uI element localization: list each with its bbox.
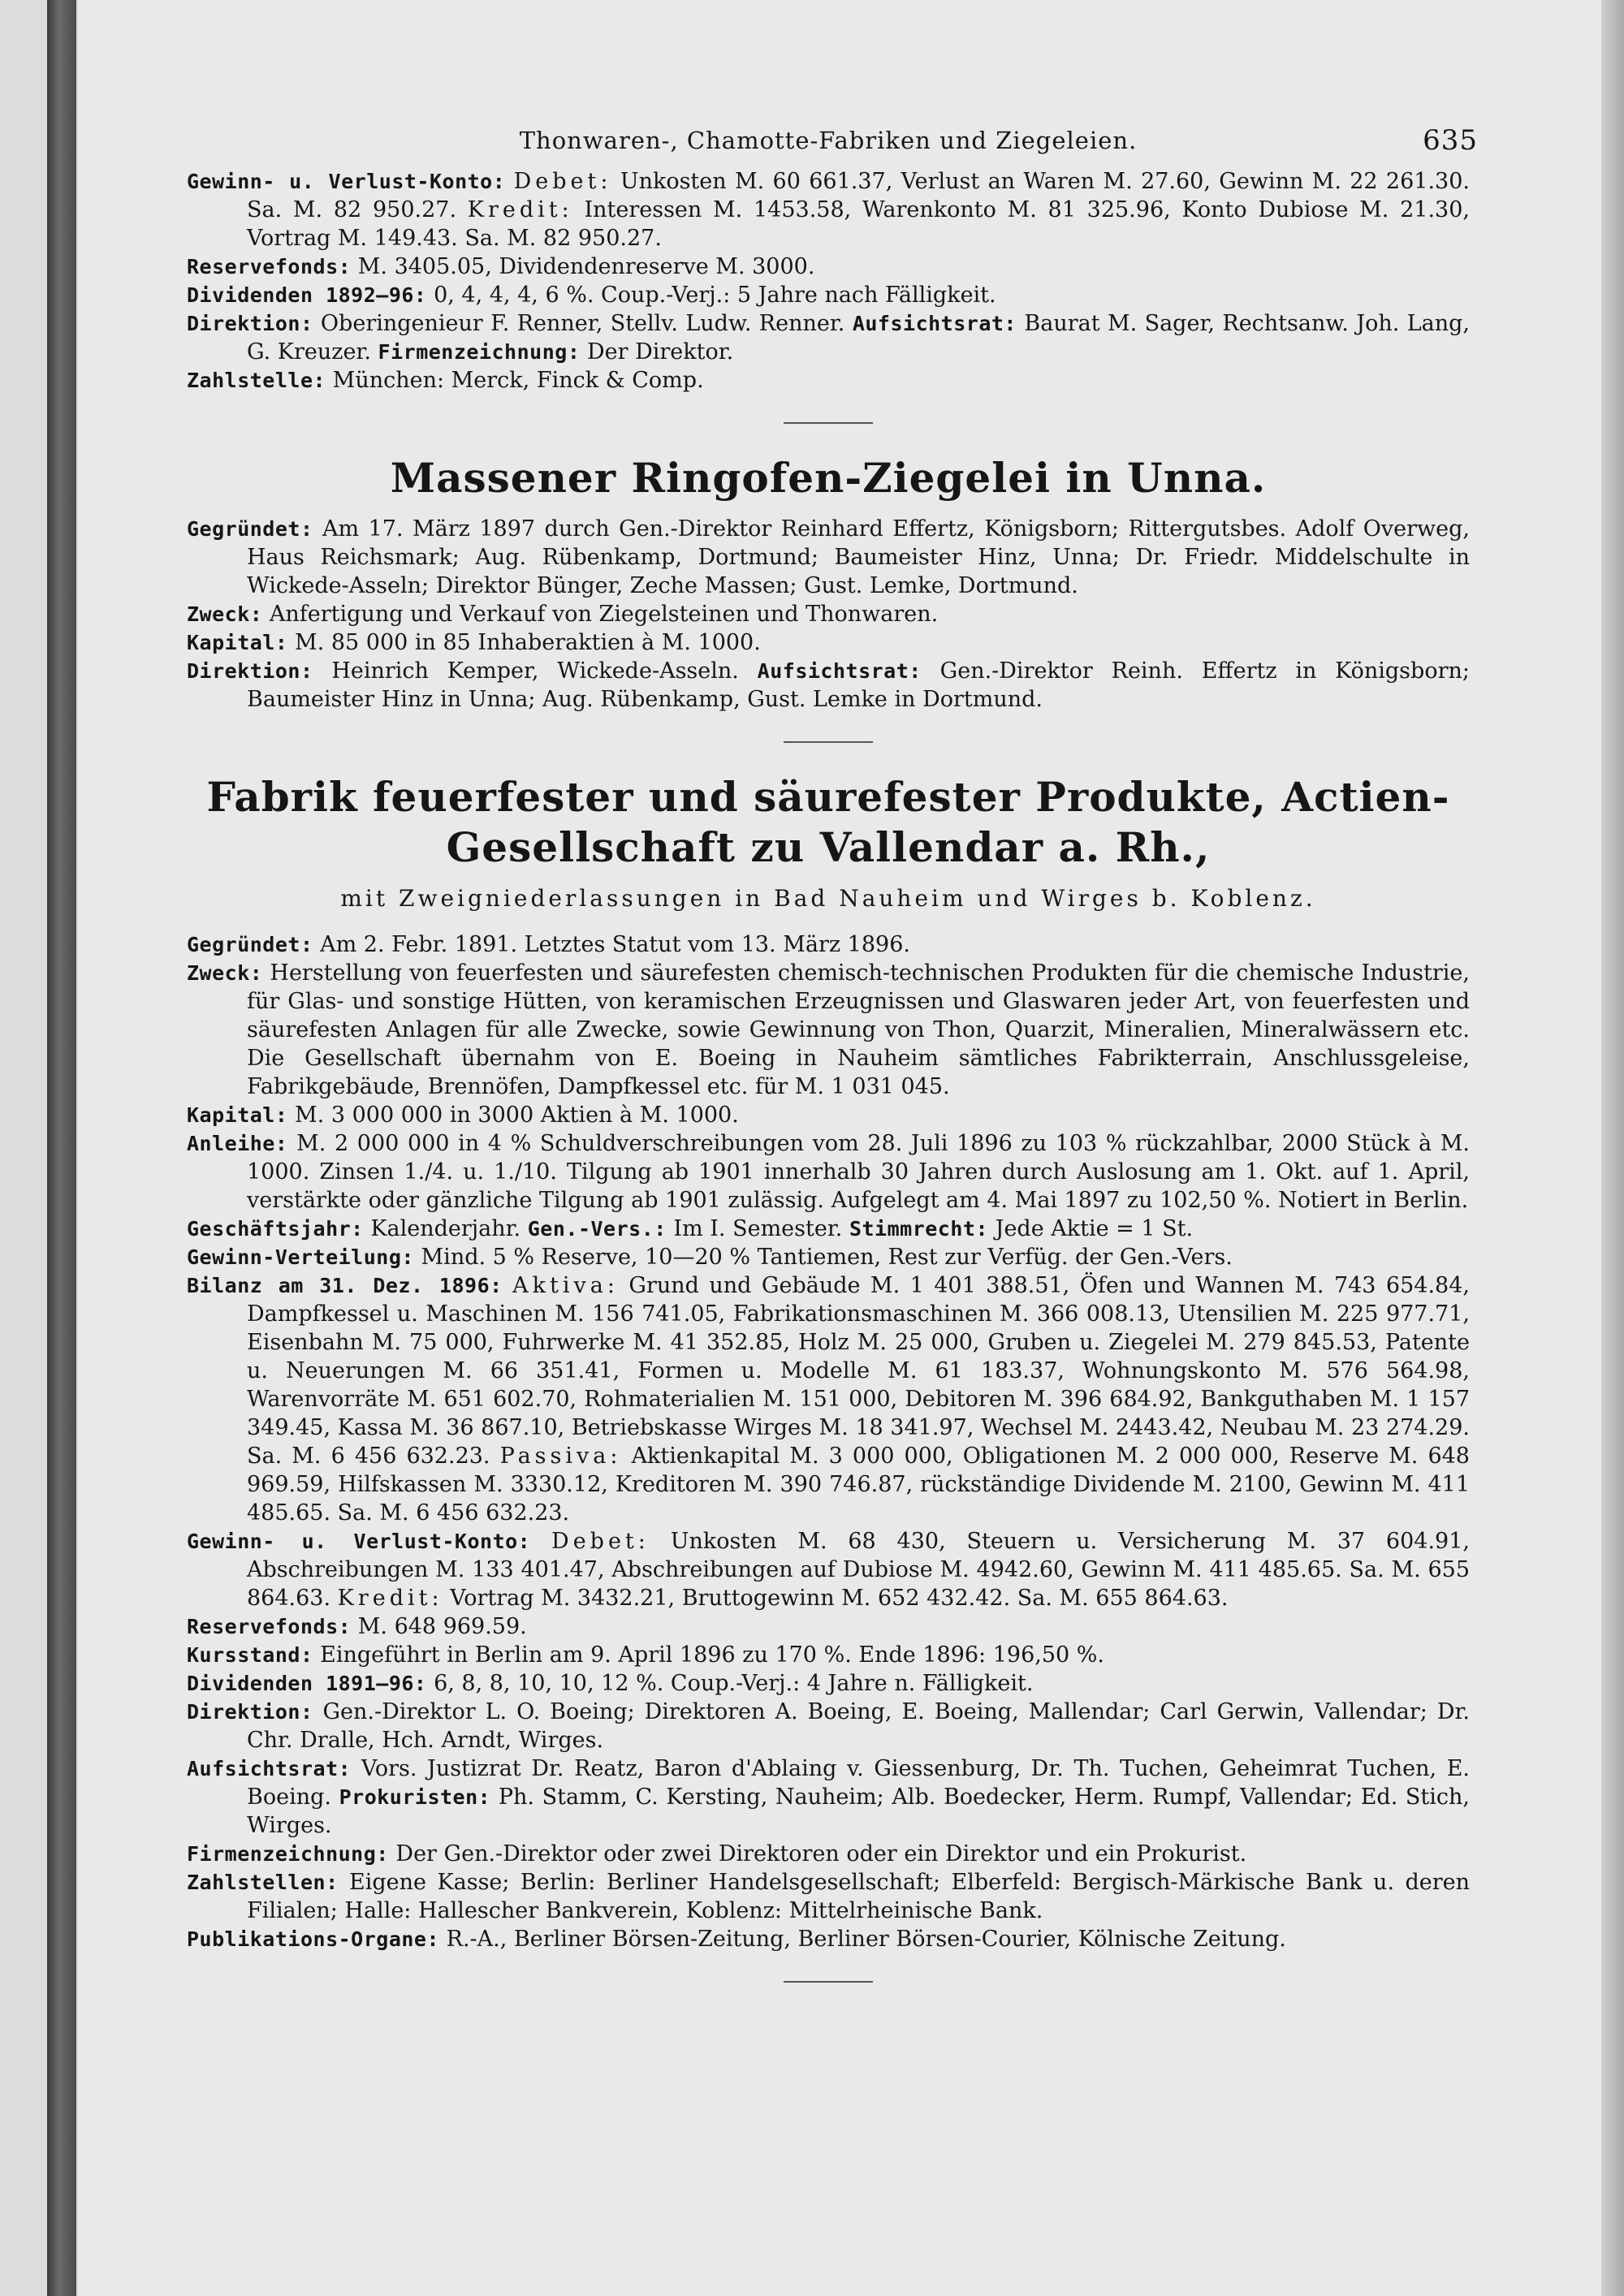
- fabrik-kapital-text: M. 3 000 000 in 3000 Aktien à M. 1000.: [295, 1103, 739, 1128]
- fabrik-bilanz-label: Bilanz am 31. Dez. 1896:: [187, 1274, 503, 1297]
- running-title: Thonwaren-, Chamotte-Fabriken und Ziegeleien.: [519, 127, 1138, 154]
- fabrik-aktiva-text: Grund und Gebäude M. 1 401 388.51, Öfen und Wannen M. 743 654.84, Dampfkessel u. Maschinen M. 156 741.05, Fabrikationsmaschinen M. 366 008.13, Utensilien M. 225 977.71, Eisenbahn M. 75 000, Fuhrwerke M. 41 352.85, Holz M. 25 000, Gruben u. Ziegelei M. 279 845.53, Patente u. Neuerungen M. 66 351.41, Formen u. Modelle M. 61 183.37, Wohnungskonto M. 576 564.98, Warenvorräte M. 651 602.70, Rohmaterialien M. 151 000, Debitoren M. 396 684.92, Bankguthaben M. 1 157 349.45, Kassa M. 36 867.10, Betriebskasse Wirges M. 18 341.97, Wechsel M. 2443.42, Neubau M. 23 274.29. Sa. M. 6 456 632.23.: [247, 1273, 1470, 1469]
- fabrik-geschaeftsjahr-entry: [187, 1215, 1470, 1243]
- fabrik-kurs-entry: [187, 1641, 1470, 1669]
- fabrik-zahlstellen-entry: [187, 1868, 1470, 1925]
- prev-dividenden-label: Dividenden 1892—96:: [187, 283, 427, 307]
- fabrik-gewinn-label: Gewinn- u. Verlust-Konto:: [187, 1530, 531, 1553]
- prev-reserve-label: Reservefonds:: [187, 255, 352, 278]
- massener-kapital-label: Kapital:: [187, 631, 288, 654]
- page-edge-shadow: [1601, 0, 1624, 2296]
- fabrik-aufsichtsrat-label: Aufsichtsrat:: [187, 1757, 352, 1780]
- running-header: [187, 124, 1478, 167]
- page-number: 635: [1423, 124, 1478, 157]
- fabrik-reserve-entry: [187, 1612, 1470, 1641]
- section-divider: [784, 1981, 873, 1983]
- fabrik-aufsichtsrat-text: Vors. Justizrat Dr. Reatz, Baron d'Ablaing v. Giessenburg, Dr. Th. Tuchen, Geheimrat Tuchen, E. Boeing.: [247, 1756, 1470, 1810]
- fabrik-subtitle: mit Zweigniederlassungen in Bad Nauheim und Wirges b. Koblenz.: [340, 885, 1316, 912]
- prev-gewinn-debet: Unkosten M. 60 661.37, Verlust an Waren M. 27.60, Gewinn M. 22 261.30. Sa. M. 82 950.27.: [247, 169, 1470, 222]
- massener-gegruendet-label: Gegründet:: [187, 517, 313, 541]
- massener-direktion-entry: [187, 657, 1470, 714]
- fabrik-gewinn-debet: Unkosten M. 68 430, Steuern u. Versicherung M. 37 604.91, Abschreibungen M. 133 401.47, Abschreibungen auf Dubiose M. 4942.60, Gewinn M. 411 485.65. Sa. M. 655 864.63.: [247, 1529, 1470, 1611]
- prev-gewinn-label: Gewinn- u. Verlust-Konto:: [187, 170, 506, 193]
- fabrik-reserve-label: Reservefonds:: [187, 1615, 352, 1638]
- fabrik-direktion-entry: [187, 1698, 1470, 1754]
- prev-direktion-entry: [187, 309, 1470, 366]
- prev-direktion-text: Oberingenieur F. Renner, Stellv. Ludw. Renner.: [320, 311, 845, 336]
- fabrik-zweck-label: Zweck:: [187, 961, 263, 985]
- fabrik-dividenden-label: Dividenden 1891—96:: [187, 1672, 427, 1695]
- fabrik-gewinnverteilung-entry: [187, 1243, 1470, 1271]
- fabrik-dividenden-entry: [187, 1669, 1470, 1698]
- fabrik-zweck-entry: [187, 959, 1470, 1101]
- fabrik-firmen-text: Der Gen.-Direktor oder zwei Direktoren oder ein Direktor und ein Prokurist.: [395, 1841, 1247, 1867]
- prev-dividenden-entry: [187, 281, 1470, 309]
- fabrik-gegruendet-entry: [187, 930, 1470, 959]
- fabrik-gv-label: Gen.-Vers.:: [527, 1217, 667, 1241]
- massener-zweck-text: Anfertigung und Verkauf von Ziegelsteinen und Thonwaren.: [269, 602, 939, 627]
- fabrik-title-line1: Fabrik feuerfester und säurefester Produkte, Actien-: [206, 773, 1450, 821]
- massener-kapital-text: M. 85 000 in 85 Inhaberaktien à M. 1000.: [295, 630, 761, 655]
- fabrik-aktiva-label: Aktiva:: [512, 1273, 619, 1298]
- fabrik-passiva-label: Passiva:: [499, 1444, 622, 1469]
- fabrik-gegruendet-text: Am 2. Febr. 1891. Letztes Statut vom 13. März 1896.: [320, 932, 910, 957]
- fabrik-kredit-label: Kredit:: [337, 1586, 443, 1611]
- fabrik-gewinn-entry: [187, 1527, 1470, 1612]
- fabrik-firmen-label: Firmenzeichnung:: [187, 1842, 389, 1866]
- massener-kapital-entry: [187, 628, 1470, 657]
- massener-aufsichtsrat-text: Gen.-Direktor Reinh. Effertz in Königsborn; Baumeister Hinz in Unna; Aug. Rübenkamp, Gust. Lemke in Dortmund.: [247, 658, 1470, 712]
- fabrik-debet-label: Debet:: [551, 1529, 650, 1554]
- fabrik-firmen-entry: [187, 1840, 1470, 1868]
- fabrik-direktion-text: Gen.-Direktor L. O. Boeing; Direktoren A. Boeing, E. Boeing, Mallendar; Carl Gerwin, Vallendar; Dr. Chr. Dralle, Hch. Arndt, Wirges.: [247, 1699, 1470, 1753]
- fabrik-anleihe-text: M. 2 000 000 in 4 % Schuldverschreibungen vom 28. Juli 1896 zu 103 % rückzahlbar, 2000 Stück à M. 1000. Zinsen 1./4. u. 1./10. Tilgung ab 1901 innerhalb 30 Jahren durch Auslosung am 1. Okt. auf 1. April, verstärkte oder gänzliche Tilgung ab 1901 zulässig. Aufgelegt am 4. Mai 1897 zu 102,50 %. Notiert in Berlin.: [247, 1131, 1470, 1213]
- prev-gewinn-kredit: Interessen M. 1453.58, Warenkonto M. 81 325.96, Konto Dubiose M. 21.30, Vortrag M. 149.43. Sa. M. 82 950.27.: [247, 197, 1470, 251]
- fabrik-kapital-label: Kapital:: [187, 1103, 288, 1127]
- massener-zweck-entry: [187, 600, 1470, 628]
- prev-aufsichtsrat-text: Baurat M. Sager, Rechtsanw. Joh. Lang, G. Kreuzer.: [247, 311, 1470, 365]
- fabrik-kapital-entry: [187, 1101, 1470, 1129]
- book-spine-shadow: [47, 0, 76, 2296]
- fabrik-gj-text: Kalenderjahr.: [370, 1216, 521, 1241]
- massener-section: [187, 453, 1470, 714]
- prev-direktion-label: Direktion:: [187, 312, 313, 335]
- massener-zweck-label: Zweck:: [187, 602, 263, 626]
- fabrik-stimm-label: Stimmrecht:: [849, 1217, 989, 1241]
- fabrik-gv-text: Im I. Semester.: [673, 1216, 843, 1241]
- prev-zahlstelle-label: Zahlstelle:: [187, 369, 326, 392]
- section-divider: [784, 422, 873, 424]
- massener-aufsichtsrat-label: Aufsichtsrat:: [757, 659, 922, 683]
- fabrik-passiva-text: Aktienkapital M. 3 000 000, Obligationen M. 2 000 000, Reserve M. 648 969.59, Hilfskassen M. 3330.12, Kreditoren M. 390 746.87, rückständige Dividende M. 2100, Gewinn M. 411 485.65. Sa. M. 6 456 632.23.: [247, 1444, 1470, 1526]
- fabrik-anleihe-entry: [187, 1129, 1470, 1215]
- massener-title: Massener Ringofen-Ziegelei in Unna.: [390, 454, 1267, 502]
- fabrik-prokuristen-text: Ph. Stamm, C. Kersting, Nauheim; Alb. Boedecker, Herm. Rumpf, Vallendar; Ed. Stich, Wirges.: [247, 1785, 1470, 1838]
- fabrik-direktion-label: Direktion:: [187, 1700, 313, 1724]
- fabrik-section: [187, 772, 1470, 1953]
- page-content: [187, 124, 1478, 2012]
- fabrik-title-line2: Gesellschaft zu Vallendar a. Rh.,: [446, 823, 1211, 871]
- fabrik-publ-text: R.-A., Berliner Börsen-Zeitung, Berliner Börsen-Courier, Kölnische Zeitung.: [446, 1927, 1286, 1952]
- prev-reserve-entry: [187, 252, 1470, 281]
- prev-gewinn-entry: [187, 167, 1470, 252]
- fabrik-anleihe-label: Anleihe:: [187, 1132, 288, 1155]
- fabrik-gewinnvert-label: Gewinn-Verteilung:: [187, 1245, 414, 1269]
- massener-gegruendet-entry: [187, 515, 1470, 600]
- fabrik-zweck-text: Herstellung von feuerfesten und säurefesten chemisch-technischen Produkten für die chemische Industrie, für Glas- und sonstige Hütten, von keramischen Erzeugnissen und Glaswaren jeder Art, von feuerfesten und säurefesten Anlagen für alle Zwecke, sowie Gewinnung von Thon, Quarzit, Mineralien, Mineralwässern etc. Die Gesellschaft übernahm von E. Boeing in Nauheim sämtliches Fabrikterrain, Anschlussgeleise, Fabrikgebäude, Brennöfen, Dampfkessel etc. für M. 1 031 045.: [247, 960, 1470, 1099]
- prev-dividenden-text: 0, 4, 4, 4, 6 %. Coup.-Verj.: 5 Jahre nach Fälligkeit.: [434, 283, 996, 308]
- scanned-page: [78, 0, 1601, 2296]
- fabrik-gegruendet-label: Gegründet:: [187, 933, 313, 956]
- prev-company-section: [187, 167, 1470, 395]
- prev-debet-label: Debet:: [513, 169, 612, 194]
- massener-direktion-text: Heinrich Kemper, Wickede-Asseln.: [331, 658, 739, 684]
- fabrik-zahlstellen-label: Zahlstellen:: [187, 1871, 339, 1894]
- prev-zahlstelle-text: München: Merck, Finck & Comp.: [332, 368, 704, 393]
- fabrik-dividenden-text: 6, 8, 8, 10, 10, 12 %. Coup.-Verj.: 4 Jahre n. Fälligkeit.: [434, 1671, 1034, 1696]
- prev-reserve-text: M. 3405.05, Dividendenreserve M. 3000.: [357, 254, 815, 279]
- massener-direktion-label: Direktion:: [187, 659, 313, 683]
- fabrik-stimm-text: Jede Aktie = 1 St.: [995, 1216, 1194, 1241]
- fabrik-kurs-text: Eingeführt in Berlin am 9. April 1896 zu 170 %. Ende 1896: 196,50 %.: [320, 1642, 1105, 1668]
- fabrik-bilanz-entry: [187, 1271, 1470, 1527]
- fabrik-reserve-text: M. 648 969.59.: [357, 1614, 527, 1639]
- prev-aufsichtsrat-label: Aufsichtsrat:: [852, 312, 1017, 335]
- fabrik-gewinnvert-text: Mind. 5 % Reserve, 10—20 % Tantiemen, Rest zur Verfüg. der Gen.-Vers.: [421, 1245, 1233, 1270]
- fabrik-zahlstellen-text: Eigene Kasse; Berlin: Berliner Handelsgesellschaft; Elberfeld: Bergisch-Märkische Bank u. deren Filialen; Halle: Hallescher Bankverein, Koblenz: Mittelrheinische Bank.: [247, 1870, 1470, 1923]
- prev-firmen-text: Der Direktor.: [586, 339, 734, 365]
- fabrik-kurs-label: Kursstand:: [187, 1643, 313, 1667]
- prev-zahlstelle-entry: [187, 366, 1470, 395]
- fabrik-gj-label: Geschäftsjahr:: [187, 1217, 364, 1241]
- prev-firmen-label: Firmenzeichnung:: [378, 340, 581, 364]
- fabrik-aufsichtsrat-entry: [187, 1754, 1470, 1840]
- fabrik-publ-label: Publikations-Organe:: [187, 1927, 440, 1951]
- massener-gegruendet-text: Am 17. März 1897 durch Gen.-Direktor Reinhard Effertz, Königsborn; Rittergutsbes. Adolf Overweg, Haus Reichsmark; Aug. Rübenkamp, Dortmund; Baumeister Hinz, Unna; Dr. Friedr. Middelschulte in Wickede-Asseln; Direktor Bünger, Zeche Massen; Gust. Lemke, Dortmund.: [247, 516, 1470, 598]
- fabrik-prokuristen-label: Prokuristen:: [339, 1785, 491, 1809]
- fabrik-gewinn-kredit: Vortrag M. 3432.21, Bruttogewinn M. 652 432.42. Sa. M. 655 864.63.: [450, 1586, 1229, 1611]
- fabrik-publ-entry: [187, 1925, 1470, 1953]
- section-divider: [784, 741, 873, 743]
- fabrik-title: [187, 772, 1470, 873]
- prev-kredit-label: Kredit:: [467, 197, 573, 222]
